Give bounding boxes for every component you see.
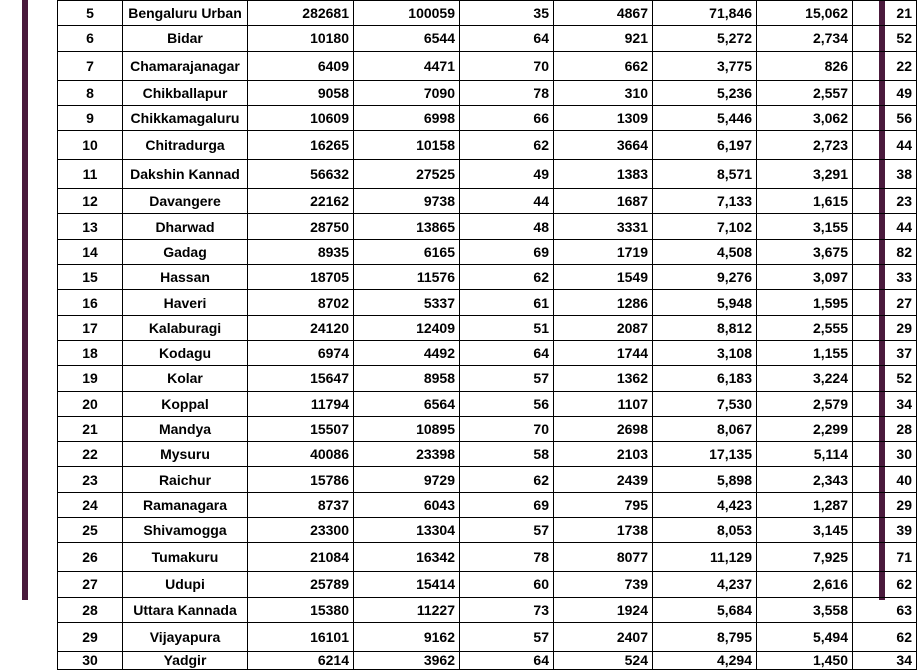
value-cell-7: 52 xyxy=(853,26,917,51)
value-cell-1: 15647 xyxy=(248,366,354,391)
value-cell-1: 10180 xyxy=(248,26,354,51)
value-cell-1: 18705 xyxy=(248,265,354,290)
value-cell-7: 23 xyxy=(853,189,917,214)
sl-no-cell: 27 xyxy=(58,572,123,597)
value-cell-5: 8,067 xyxy=(653,416,757,441)
value-cell-1: 8702 xyxy=(248,290,354,315)
value-cell-5: 6,183 xyxy=(653,366,757,391)
value-cell-2: 6544 xyxy=(354,26,460,51)
value-cell-5: 6,197 xyxy=(653,131,757,160)
value-cell-3: 60 xyxy=(460,572,554,597)
sl-no-cell: 21 xyxy=(58,416,123,441)
value-cell-1: 6214 xyxy=(248,651,354,669)
value-cell-5: 11,129 xyxy=(653,543,757,572)
value-cell-2: 6998 xyxy=(354,105,460,130)
value-cell-4: 1309 xyxy=(554,105,653,130)
district-cell: Shivamogga xyxy=(123,518,248,543)
value-cell-2: 100059 xyxy=(354,1,460,26)
value-cell-3: 64 xyxy=(460,651,554,669)
table-row xyxy=(58,416,917,441)
table-row xyxy=(58,467,917,492)
table-row xyxy=(58,26,917,51)
value-cell-1: 23300 xyxy=(248,518,354,543)
value-cell-2: 23398 xyxy=(354,442,460,467)
district-cell: Chitradurga xyxy=(123,131,248,160)
value-cell-4: 1286 xyxy=(554,290,653,315)
value-cell-1: 16101 xyxy=(248,622,354,651)
value-cell-7: 28 xyxy=(853,416,917,441)
value-cell-7: 82 xyxy=(853,239,917,264)
value-cell-4: 739 xyxy=(554,572,653,597)
value-cell-3: 44 xyxy=(460,189,554,214)
value-cell-2: 12409 xyxy=(354,315,460,340)
value-cell-4: 795 xyxy=(554,492,653,517)
value-cell-4: 2407 xyxy=(554,622,653,651)
value-cell-6: 5,114 xyxy=(757,442,853,467)
value-cell-4: 2103 xyxy=(554,442,653,467)
table-body xyxy=(58,1,917,670)
sl-no-cell: 10 xyxy=(58,131,123,160)
sl-no-cell: 29 xyxy=(58,622,123,651)
value-cell-6: 2,723 xyxy=(757,131,853,160)
value-cell-6: 3,558 xyxy=(757,597,853,622)
table-row xyxy=(58,366,917,391)
district-cell: Dharwad xyxy=(123,214,248,239)
value-cell-4: 1924 xyxy=(554,597,653,622)
sl-no-cell: 8 xyxy=(58,80,123,105)
value-cell-2: 6165 xyxy=(354,239,460,264)
value-cell-4: 310 xyxy=(554,80,653,105)
table-row xyxy=(58,214,917,239)
value-cell-1: 10609 xyxy=(248,105,354,130)
value-cell-1: 24120 xyxy=(248,315,354,340)
value-cell-5: 4,237 xyxy=(653,572,757,597)
district-cell: Raichur xyxy=(123,467,248,492)
district-cell: Chikkamagaluru xyxy=(123,105,248,130)
value-cell-6: 3,097 xyxy=(757,265,853,290)
district-cell: Haveri xyxy=(123,290,248,315)
value-cell-1: 21084 xyxy=(248,543,354,572)
value-cell-4: 1719 xyxy=(554,239,653,264)
value-cell-4: 1383 xyxy=(554,160,653,189)
sl-no-cell: 30 xyxy=(58,651,123,669)
district-cell: Hassan xyxy=(123,265,248,290)
table-row xyxy=(58,239,917,264)
value-cell-7: 30 xyxy=(853,442,917,467)
value-cell-3: 61 xyxy=(460,290,554,315)
district-cell: Yadgir xyxy=(123,651,248,669)
value-cell-4: 524 xyxy=(554,651,653,669)
table-row xyxy=(58,160,917,189)
value-cell-5: 4,508 xyxy=(653,239,757,264)
value-cell-6: 1,287 xyxy=(757,492,853,517)
district-cell: Chikballapur xyxy=(123,80,248,105)
value-cell-3: 69 xyxy=(460,239,554,264)
value-cell-2: 16342 xyxy=(354,543,460,572)
value-cell-6: 2,616 xyxy=(757,572,853,597)
value-cell-6: 3,062 xyxy=(757,105,853,130)
table-row xyxy=(58,518,917,543)
value-cell-6: 2,343 xyxy=(757,467,853,492)
value-cell-1: 11794 xyxy=(248,391,354,416)
sl-no-cell: 13 xyxy=(58,214,123,239)
value-cell-4: 1549 xyxy=(554,265,653,290)
table-row xyxy=(58,543,917,572)
value-cell-3: 51 xyxy=(460,315,554,340)
value-cell-1: 40086 xyxy=(248,442,354,467)
value-cell-7: 37 xyxy=(853,340,917,365)
value-cell-1: 8737 xyxy=(248,492,354,517)
value-cell-1: 282681 xyxy=(248,1,354,26)
value-cell-7: 38 xyxy=(853,160,917,189)
district-cell: Davangere xyxy=(123,189,248,214)
value-cell-3: 49 xyxy=(460,160,554,189)
district-cell: Kolar xyxy=(123,366,248,391)
value-cell-6: 15,062 xyxy=(757,1,853,26)
district-cell: Bengaluru Urban xyxy=(123,1,248,26)
value-cell-5: 8,571 xyxy=(653,160,757,189)
value-cell-3: 62 xyxy=(460,131,554,160)
sl-no-cell: 7 xyxy=(58,51,123,80)
sl-no-cell: 17 xyxy=(58,315,123,340)
value-cell-3: 64 xyxy=(460,26,554,51)
sl-no-cell: 26 xyxy=(58,543,123,572)
value-cell-3: 66 xyxy=(460,105,554,130)
value-cell-6: 5,494 xyxy=(757,622,853,651)
value-cell-2: 6564 xyxy=(354,391,460,416)
value-cell-2: 11576 xyxy=(354,265,460,290)
value-cell-5: 5,684 xyxy=(653,597,757,622)
table-row xyxy=(58,442,917,467)
value-cell-7: 56 xyxy=(853,105,917,130)
sl-no-cell: 20 xyxy=(58,391,123,416)
value-cell-4: 1687 xyxy=(554,189,653,214)
value-cell-6: 3,155 xyxy=(757,214,853,239)
value-cell-4: 2087 xyxy=(554,315,653,340)
value-cell-3: 48 xyxy=(460,214,554,239)
value-cell-2: 13304 xyxy=(354,518,460,543)
value-cell-4: 4867 xyxy=(554,1,653,26)
value-cell-5: 3,775 xyxy=(653,51,757,80)
value-cell-3: 56 xyxy=(460,391,554,416)
value-cell-6: 1,615 xyxy=(757,189,853,214)
value-cell-4: 1744 xyxy=(554,340,653,365)
table-row xyxy=(58,189,917,214)
table-row xyxy=(58,622,917,651)
value-cell-2: 13865 xyxy=(354,214,460,239)
value-cell-2: 27525 xyxy=(354,160,460,189)
value-cell-2: 9738 xyxy=(354,189,460,214)
sl-no-cell: 12 xyxy=(58,189,123,214)
table-row xyxy=(58,80,917,105)
district-cell: Mandya xyxy=(123,416,248,441)
value-cell-4: 3664 xyxy=(554,131,653,160)
value-cell-1: 22162 xyxy=(248,189,354,214)
value-cell-3: 62 xyxy=(460,265,554,290)
table-row xyxy=(58,1,917,26)
value-cell-4: 1362 xyxy=(554,366,653,391)
value-cell-3: 64 xyxy=(460,340,554,365)
value-cell-3: 57 xyxy=(460,366,554,391)
value-cell-4: 921 xyxy=(554,26,653,51)
sl-no-cell: 9 xyxy=(58,105,123,130)
value-cell-3: 70 xyxy=(460,51,554,80)
value-cell-1: 8935 xyxy=(248,239,354,264)
value-cell-6: 2,557 xyxy=(757,80,853,105)
sl-no-cell: 15 xyxy=(58,265,123,290)
value-cell-7: 39 xyxy=(853,518,917,543)
sl-no-cell: 18 xyxy=(58,340,123,365)
value-cell-2: 6043 xyxy=(354,492,460,517)
district-cell: Bidar xyxy=(123,26,248,51)
value-cell-3: 35 xyxy=(460,1,554,26)
value-cell-4: 2698 xyxy=(554,416,653,441)
value-cell-2: 9729 xyxy=(354,467,460,492)
sl-no-cell: 16 xyxy=(58,290,123,315)
value-cell-2: 8958 xyxy=(354,366,460,391)
value-cell-5: 3,108 xyxy=(653,340,757,365)
table-row xyxy=(58,290,917,315)
sl-no-cell: 28 xyxy=(58,597,123,622)
value-cell-7: 29 xyxy=(853,492,917,517)
district-data-table xyxy=(57,0,917,670)
value-cell-7: 52 xyxy=(853,366,917,391)
sl-no-cell: 11 xyxy=(58,160,123,189)
value-cell-2: 10158 xyxy=(354,131,460,160)
sl-no-cell: 24 xyxy=(58,492,123,517)
sl-no-cell: 19 xyxy=(58,366,123,391)
value-cell-1: 16265 xyxy=(248,131,354,160)
value-cell-5: 5,446 xyxy=(653,105,757,130)
value-cell-5: 5,236 xyxy=(653,80,757,105)
value-cell-5: 4,423 xyxy=(653,492,757,517)
sl-no-cell: 23 xyxy=(58,467,123,492)
value-cell-3: 58 xyxy=(460,442,554,467)
value-cell-5: 4,294 xyxy=(653,651,757,669)
table-row xyxy=(58,651,917,669)
frame-left-border xyxy=(22,0,28,600)
value-cell-7: 63 xyxy=(853,597,917,622)
value-cell-7: 44 xyxy=(853,214,917,239)
value-cell-1: 9058 xyxy=(248,80,354,105)
value-cell-3: 57 xyxy=(460,622,554,651)
value-cell-5: 71,846 xyxy=(653,1,757,26)
value-cell-6: 2,734 xyxy=(757,26,853,51)
value-cell-4: 1738 xyxy=(554,518,653,543)
value-cell-7: 71 xyxy=(853,543,917,572)
value-cell-1: 28750 xyxy=(248,214,354,239)
value-cell-3: 73 xyxy=(460,597,554,622)
value-cell-5: 9,276 xyxy=(653,265,757,290)
sl-no-cell: 22 xyxy=(58,442,123,467)
table-row xyxy=(58,492,917,517)
value-cell-6: 826 xyxy=(757,51,853,80)
district-cell: Gadag xyxy=(123,239,248,264)
value-cell-1: 15786 xyxy=(248,467,354,492)
table-row xyxy=(58,572,917,597)
value-cell-5: 7,102 xyxy=(653,214,757,239)
value-cell-3: 70 xyxy=(460,416,554,441)
district-cell: Udupi xyxy=(123,572,248,597)
value-cell-5: 5,948 xyxy=(653,290,757,315)
district-cell: Koppal xyxy=(123,391,248,416)
district-cell: Chamarajanagar xyxy=(123,51,248,80)
value-cell-7: 21 xyxy=(853,1,917,26)
value-cell-2: 3962 xyxy=(354,651,460,669)
value-cell-6: 3,291 xyxy=(757,160,853,189)
value-cell-2: 9162 xyxy=(354,622,460,651)
value-cell-6: 1,450 xyxy=(757,651,853,669)
value-cell-5: 8,053 xyxy=(653,518,757,543)
value-cell-1: 25789 xyxy=(248,572,354,597)
district-cell: Uttara Kannada xyxy=(123,597,248,622)
sl-no-cell: 5 xyxy=(58,1,123,26)
sl-no-cell: 14 xyxy=(58,239,123,264)
district-cell: Tumakuru xyxy=(123,543,248,572)
value-cell-7: 29 xyxy=(853,315,917,340)
table-row xyxy=(58,105,917,130)
value-cell-1: 6409 xyxy=(248,51,354,80)
value-cell-5: 7,133 xyxy=(653,189,757,214)
value-cell-7: 34 xyxy=(853,651,917,669)
value-cell-1: 6974 xyxy=(248,340,354,365)
value-cell-7: 22 xyxy=(853,51,917,80)
table-row xyxy=(58,265,917,290)
district-cell: Kalaburagi xyxy=(123,315,248,340)
district-cell: Mysuru xyxy=(123,442,248,467)
value-cell-2: 4471 xyxy=(354,51,460,80)
value-cell-7: 62 xyxy=(853,622,917,651)
value-cell-6: 3,224 xyxy=(757,366,853,391)
value-cell-1: 15380 xyxy=(248,597,354,622)
value-cell-4: 1107 xyxy=(554,391,653,416)
value-cell-5: 8,812 xyxy=(653,315,757,340)
district-cell: Kodagu xyxy=(123,340,248,365)
value-cell-4: 662 xyxy=(554,51,653,80)
district-cell: Dakshin Kannad xyxy=(123,160,248,189)
value-cell-3: 69 xyxy=(460,492,554,517)
value-cell-7: 49 xyxy=(853,80,917,105)
value-cell-7: 27 xyxy=(853,290,917,315)
value-cell-1: 15507 xyxy=(248,416,354,441)
value-cell-5: 5,898 xyxy=(653,467,757,492)
district-table-container xyxy=(57,0,912,669)
value-cell-3: 78 xyxy=(460,543,554,572)
value-cell-3: 62 xyxy=(460,467,554,492)
value-cell-5: 5,272 xyxy=(653,26,757,51)
value-cell-6: 2,579 xyxy=(757,391,853,416)
value-cell-2: 7090 xyxy=(354,80,460,105)
value-cell-5: 17,135 xyxy=(653,442,757,467)
table-row xyxy=(58,391,917,416)
district-cell: Ramanagara xyxy=(123,492,248,517)
value-cell-6: 1,595 xyxy=(757,290,853,315)
district-cell: Vijayapura xyxy=(123,622,248,651)
value-cell-3: 78 xyxy=(460,80,554,105)
value-cell-7: 33 xyxy=(853,265,917,290)
table-row xyxy=(58,51,917,80)
value-cell-6: 3,145 xyxy=(757,518,853,543)
table-row xyxy=(58,340,917,365)
value-cell-7: 34 xyxy=(853,391,917,416)
value-cell-6: 2,555 xyxy=(757,315,853,340)
value-cell-4: 2439 xyxy=(554,467,653,492)
value-cell-2: 11227 xyxy=(354,597,460,622)
value-cell-3: 57 xyxy=(460,518,554,543)
table-row xyxy=(58,597,917,622)
sl-no-cell: 6 xyxy=(58,26,123,51)
table-row xyxy=(58,315,917,340)
value-cell-2: 10895 xyxy=(354,416,460,441)
value-cell-4: 8077 xyxy=(554,543,653,572)
value-cell-2: 15414 xyxy=(354,572,460,597)
value-cell-2: 5337 xyxy=(354,290,460,315)
value-cell-4: 3331 xyxy=(554,214,653,239)
value-cell-7: 40 xyxy=(853,467,917,492)
value-cell-5: 7,530 xyxy=(653,391,757,416)
value-cell-2: 4492 xyxy=(354,340,460,365)
table-row xyxy=(58,131,917,160)
value-cell-6: 7,925 xyxy=(757,543,853,572)
value-cell-6: 3,675 xyxy=(757,239,853,264)
value-cell-6: 2,299 xyxy=(757,416,853,441)
value-cell-7: 62 xyxy=(853,572,917,597)
sl-no-cell: 25 xyxy=(58,518,123,543)
value-cell-1: 56632 xyxy=(248,160,354,189)
value-cell-5: 8,795 xyxy=(653,622,757,651)
value-cell-7: 44 xyxy=(853,131,917,160)
value-cell-6: 1,155 xyxy=(757,340,853,365)
